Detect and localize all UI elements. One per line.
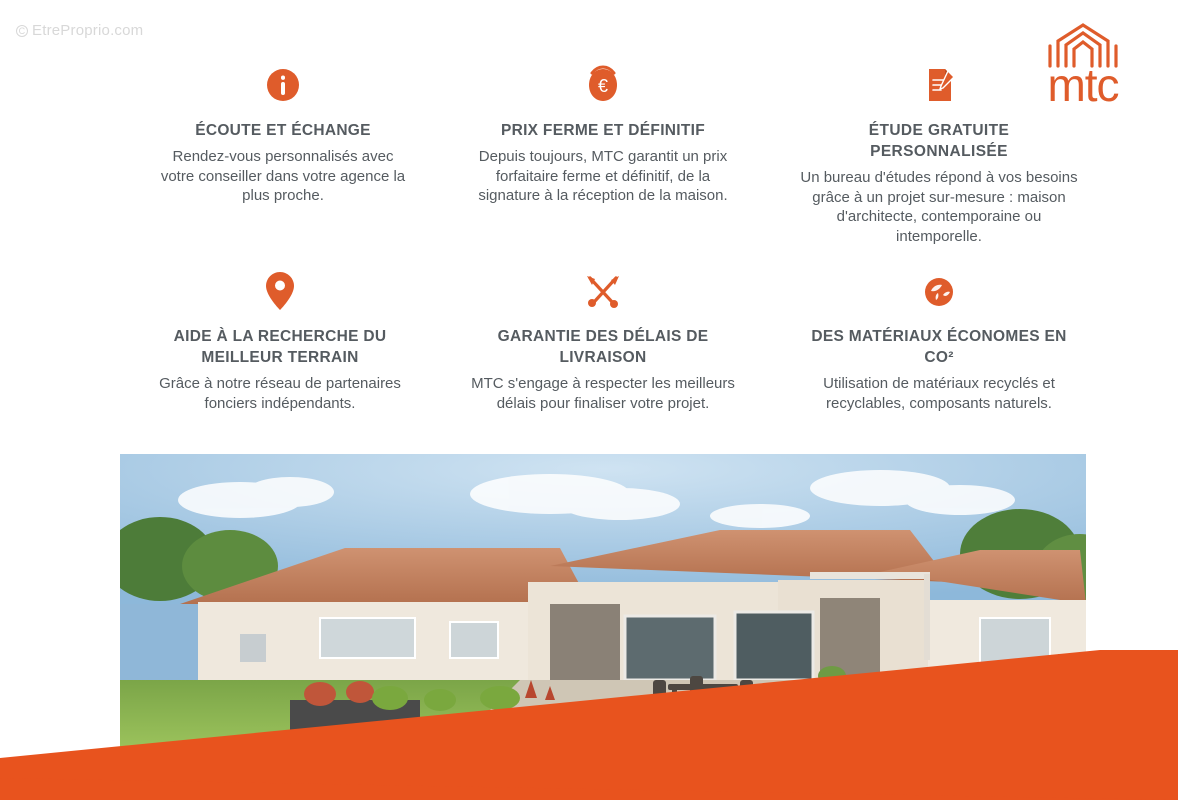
tools-icon: [464, 268, 742, 314]
svg-text:€: €: [597, 76, 609, 96]
euro-coin-icon: [464, 62, 742, 108]
feature-card-ecoute-et-echange: [120, 62, 414, 246]
watermark: [16, 22, 143, 39]
feature-body: Depuis toujours, MTC garantit un prix forfaitaire ferme et définitif, de la signature à la réception de la maison.: [478, 148, 728, 204]
feature-card-garantie-delais-livraison: [456, 268, 750, 413]
feature-card-prix-ferme-et-definitif: [456, 62, 750, 246]
feature-body: MTC s'engage à respecter les meilleurs délais pour finaliser votre projet.: [471, 375, 735, 412]
copyright-icon: C: [16, 25, 28, 37]
eco-globe-icon: [800, 268, 1078, 314]
feature-title: DES MATÉRIAUX ÉCONOMES EN CO²: [811, 328, 1067, 366]
map-pin-icon: [154, 268, 406, 314]
features-grid: [120, 62, 1086, 413]
watermark-text: EtreProprio.com: [32, 22, 144, 39]
feature-body: Utilisation de matériaux recyclés et recyclables, composants naturels.: [823, 375, 1055, 412]
feature-body: Grâce à notre réseau de partenaires fonciers indépendants.: [159, 375, 401, 412]
info-circle-icon: [160, 62, 406, 108]
feature-title: ÉTUDE GRATUITE PERSONNALISÉE: [868, 122, 1010, 160]
feature-title: ÉCOUTE ET ÉCHANGE: [195, 122, 371, 139]
feature-title: AIDE À LA RECHERCHE DU MEILLEUR TERRAIN: [173, 328, 387, 366]
feature-card-etude-gratuite-personnalisee: [792, 62, 1086, 246]
feature-card-aide-recherche-terrain: [120, 268, 414, 413]
feature-body: Rendez-vous personnalisés avec votre conseiller dans votre agence la plus proche.: [160, 148, 406, 204]
feature-card-materiaux-economes-co2: [792, 268, 1086, 413]
logo-wordmark: mtc: [1047, 59, 1119, 111]
feature-title: GARANTIE DES DÉLAIS DE LIVRAISON: [497, 328, 709, 366]
hero-photo: [120, 454, 1086, 750]
feature-title: PRIX FERME ET DÉFINITIF: [500, 122, 706, 139]
feature-body: Un bureau d'études répond à vos besoins grâce à un projet sur-mesure : maison d'architecte, contemporaine ou intemporelle.: [800, 169, 1078, 245]
document-pencil-icon: [800, 62, 1078, 108]
